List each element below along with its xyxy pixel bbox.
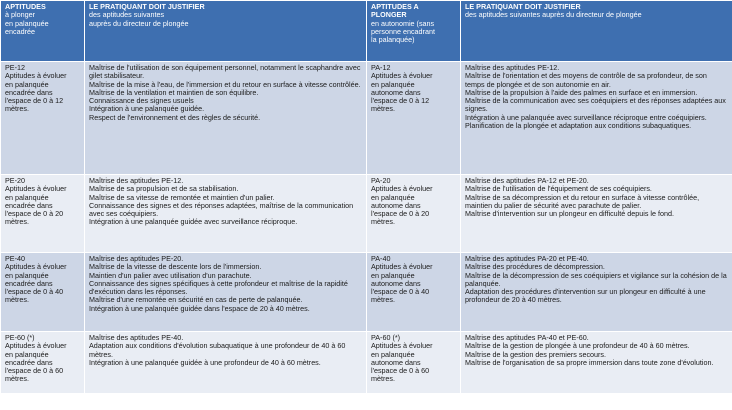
autonomie-requirements-cell	[461, 175, 732, 253]
requirement-item: Maîtrise des aptitudes PE-12.	[465, 63, 560, 72]
level-code: PA-60 (*)	[371, 333, 401, 342]
header-subtitle: des aptitudes suivantes auprès du directeur de plongée	[89, 10, 189, 28]
level-code: PA-40	[371, 254, 391, 263]
encadree-requirements-cell	[85, 62, 367, 175]
requirement-item: Maîtrise de la mise à l'eau, de l'immersion et du retour en surface à vitesse contrôlée.	[89, 79, 361, 89]
requirement-item: Connaissance des signes usuels	[89, 96, 194, 106]
requirement-item: Maîtrise des aptitudes PA-20 et PE-40.	[465, 254, 589, 263]
requirement-item: Intégration à une palanquée avec surveillance réciproque entre coéquipiers.	[465, 112, 707, 122]
requirement-item: Maîtrise de sa propulsion et de sa stabilisation.	[89, 184, 239, 194]
requirement-item: Adaptation des procédures d'intervention sur un plongeur en difficulté à une profondeur de 20 à 40 mètres.	[465, 287, 706, 305]
requirement-item: Maîtrise des aptitudes PE-40.	[89, 333, 184, 342]
header-title: LE PRATIQUANT DOIT JUSTIFIER	[465, 2, 581, 11]
requirement-item: Maîtrise de la décompression de ses coéquipiers et vigilance sur la cohésion de la palanquée.	[465, 270, 727, 288]
level-code: PE-12	[5, 63, 25, 72]
level-code: PA-12	[371, 63, 391, 72]
level-code: PE-40	[5, 254, 25, 263]
requirement-item: Intégration à une palanquée guidée dans l'espace de 20 à 40 mètres.	[89, 303, 310, 313]
table-row	[1, 175, 732, 253]
header-title: LE PRATIQUANT DOIT JUSTIFIER	[89, 2, 205, 11]
requirement-item: Maîtrise de la gestion de plongée à une profondeur de 40 à 60 mètres.	[465, 341, 690, 351]
header-aptitudes-autonomie	[367, 1, 461, 62]
level-description: Aptitudes à évoluer en palanquée encadrée dans l'espace de 0 à 20 mètres.	[5, 184, 67, 227]
requirement-item: Intégration à une palanquée guidée avec surveillance réciproque.	[89, 217, 298, 227]
table-row	[1, 62, 732, 175]
table-row	[1, 253, 732, 332]
table-row	[1, 332, 732, 394]
requirement-item: Intégration à une palanquée guidée à une profondeur de 40 à 60 mètres.	[89, 357, 321, 367]
requirement-item: Maintien d'un palier avec utilisation d'un parachute.	[89, 270, 252, 280]
header-subtitle: des aptitudes suivantes auprès du directeur de plongée	[465, 10, 642, 20]
requirement-item: Maîtrise de l'orientation et des moyens de contrôle de sa profondeur, de son temps de plongée et de son autonomie en air.	[465, 71, 707, 89]
level-code: PA-20	[371, 176, 391, 185]
level-code: PE-20	[5, 176, 25, 185]
requirement-item: Maîtrise d'une remontée en sécurité en cas de perte de palanquée.	[89, 295, 303, 305]
level-description: Aptitudes à évoluer en palanquée autonome dans l'espace de 0 à 20 mètres.	[371, 184, 433, 227]
requirement-item: Maîtrise des procédures de décompression.	[465, 262, 605, 272]
requirement-item: Adaptation aux conditions d'évolution subaquatique à une profondeur de 40 à 60 mètres.	[89, 341, 346, 359]
autonomie-level-cell	[367, 175, 461, 253]
encadree-requirements-cell	[85, 253, 367, 332]
table-body	[1, 62, 732, 394]
encadree-level-cell	[1, 62, 85, 175]
requirement-item: Maîtrise des aptitudes PE-20.	[89, 254, 184, 263]
requirement-item: Connaissance des signes spécifiques à cette profondeur et maîtrise de la rapidité d'exécution dans les réponses.	[89, 278, 348, 297]
header-title: APTITUDES	[5, 2, 46, 11]
requirement-item: Maîtrise d'intervention sur un plongeur en difficulté depuis le fond.	[465, 209, 675, 219]
requirement-item: Maîtrise des aptitudes PA-12 et PE-20.	[465, 176, 589, 185]
level-description: Aptitudes à évoluer en palanquée autonome dans l'espace de 0 à 12 mètres.	[371, 71, 433, 114]
requirement-item: Maîtrise de la communication avec ses coéquipiers et des réponses adaptées aux signes.	[465, 96, 726, 114]
requirement-item: Maîtrise de la ventilation et maintien de son équilibre.	[89, 87, 259, 97]
level-description: Aptitudes à évoluer en palanquée encadrée dans l'espace de 0 à 40 mètres.	[5, 262, 67, 305]
requirement-item: Maîtrise de l'utilisation de son équipement personnel, notamment le scaphandre avec gilet stabilisateur.	[89, 63, 361, 81]
header-subtitle: à plonger en palanquée encadrée	[5, 10, 49, 36]
header-aptitudes-encadree	[1, 1, 85, 62]
encadree-level-cell	[1, 175, 85, 253]
requirement-item: Maîtrise de sa décompression et du retour en surface à vitesse contrôlée, maintien du palier de sécurité avec parachute de palier.	[465, 192, 700, 210]
header-subtitle: en autonomie (sans personne encadrant la palanquée)	[371, 18, 435, 45]
encadree-requirements-cell	[85, 332, 367, 394]
requirement-item: Maîtrise de l'utilisation de l'équipement de ses coéquipiers.	[465, 184, 652, 194]
level-description: Aptitudes à évoluer en palanquée encadrée dans l'espace de 0 à 12 mètres.	[5, 71, 67, 114]
header-justifier-encadree	[85, 1, 367, 62]
encadree-level-cell	[1, 332, 85, 394]
level-description: Aptitudes à évoluer en palanquée encadrée dans l'espace de 0 à 60 mètres.	[5, 341, 67, 384]
requirement-item: Maîtrise des aptitudes PA-40 et PE-60.	[465, 333, 589, 342]
level-code: PE-60 (*)	[5, 333, 35, 342]
requirement-item: Intégration à une palanquée guidée.	[89, 104, 205, 114]
header-row	[1, 1, 732, 62]
requirement-item: Planification de la plongée et adaptation aux conditions subaquatiques.	[465, 121, 692, 131]
requirement-item: Maîtrise de l'organisation de sa propre immersion dans toute zone d'évolution.	[465, 357, 714, 367]
requirement-item: Maîtrise de la propulsion à l'aide des palmes en surface et en immersion.	[465, 87, 698, 97]
autonomie-level-cell	[367, 62, 461, 175]
autonomie-requirements-cell	[461, 253, 732, 332]
autonomie-requirements-cell	[461, 332, 732, 394]
requirement-item: Maîtrise de sa vitesse de remontée et maintien d'un palier.	[89, 192, 275, 202]
requirement-item: Connaissance des signes et des réponses adaptées, maîtrise de la communication avec ses coéquipiers.	[89, 200, 354, 219]
header-justifier-autonomie	[461, 1, 732, 62]
requirement-item: Maîtrise de la gestion des premiers secours.	[465, 349, 607, 359]
level-description: Aptitudes à évoluer en palanquée autonome dans l'espace de 0 à 60 mètres.	[371, 341, 433, 384]
level-description: Aptitudes à évoluer en palanquée autonome dans l'espace de 0 à 40 mètres.	[371, 262, 433, 305]
encadree-requirements-cell	[85, 175, 367, 253]
encadree-level-cell	[1, 253, 85, 332]
header-title: APTITUDES A PLONGER	[371, 2, 419, 20]
autonomie-requirements-cell	[461, 62, 732, 175]
requirement-item: Respect de l'environnement et des règles de sécurité.	[89, 112, 261, 122]
autonomie-level-cell	[367, 332, 461, 394]
requirement-item: Maîtrise de la vitesse de descente lors de l'immersion.	[89, 262, 262, 272]
autonomie-level-cell	[367, 253, 461, 332]
requirement-item: Maîtrise des aptitudes PE-12.	[89, 176, 184, 185]
